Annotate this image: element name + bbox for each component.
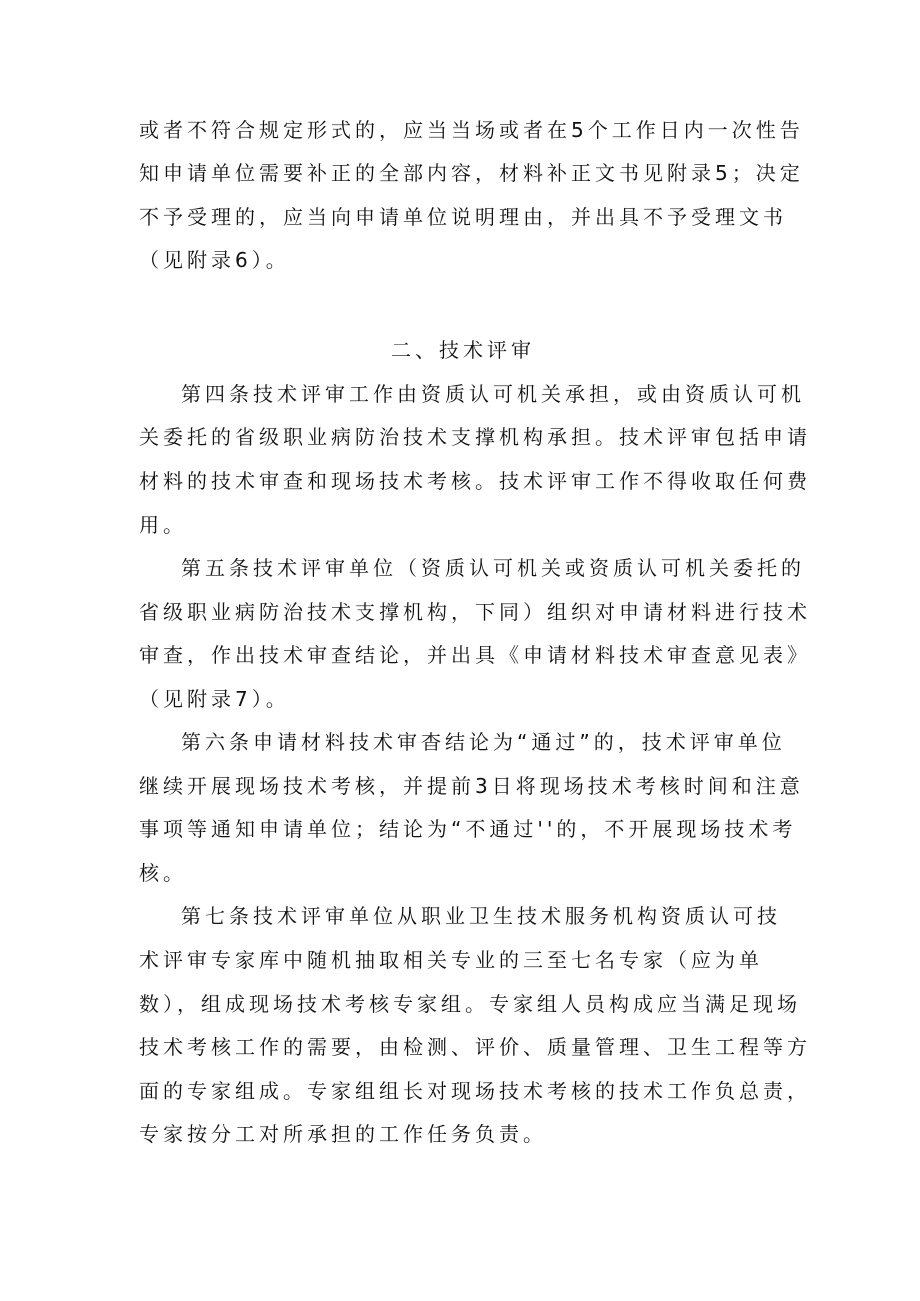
- article-5-line-2: 省级职业病防治技术支撑机构，下同）组织对申请材料进行技术: [139, 600, 811, 624]
- article-7-line-4: 技术考核工作的需要，由检测、评价、质量管理、卫生工程等方: [139, 1035, 811, 1059]
- article-4-line-4: 用。: [139, 513, 187, 537]
- intro-line-3: 不予受理的，应当向申请单位说明理由，并出具不予受理文书: [139, 205, 787, 229]
- article-6-line-1: 第六条申请材料技术审杳结论为“通过”的，技术评审单位: [181, 730, 786, 754]
- article-4-line-2: 关委托的省级职业病防治技术支撑机构承担。技术评审包括申请: [139, 425, 811, 449]
- intro-line-4: （见附录6）。: [139, 248, 290, 272]
- article-6-line-4: 核。: [139, 861, 187, 885]
- article-7-line-1: 第七条技术评审单位从职业卫生技术服务机构资质认可技: [181, 904, 781, 928]
- article-5-line-3: 审查，作出技术审查结论，并出具《申请材料技术审查意见表》: [139, 643, 811, 667]
- article-4-line-3: 材料的技术审查和现场技术考核。技术评审工作不得收取任何费: [139, 469, 811, 493]
- article-7-line-6: 专家按分工对所承担的工作任务负责。: [139, 1122, 547, 1146]
- article-7-line-3: 数），组成现场技术考核专家组。专家组人员构成应当满足现场: [139, 992, 801, 1016]
- article-6-line-3: 事项等通知申请单位；结论为“不通过''的，不开展现场技术考: [139, 817, 797, 841]
- article-5-line-1: 第五条技术评审单位（资质认可机关或资质认可机关委托的: [181, 556, 805, 580]
- intro-line-1: 或者不符合规定形式的，应当当场或者在5个工作日内一次性告: [139, 118, 804, 142]
- article-7-line-5: 面的专家组成。专家组组长对现场技术考核的技术工作负总责，: [139, 1079, 811, 1103]
- article-6-line-2: 继续开展现场技术考核，并提前3日将现场技术考核时间和注意: [139, 774, 804, 798]
- section-heading: 二、技术评审: [391, 338, 535, 362]
- article-4-line-1: 第四条技术评审工作由资质认可机关承担，或由资质认可机: [181, 382, 805, 406]
- article-5-line-4: （见附录7）。: [139, 687, 290, 711]
- intro-line-2: 知申请单位需要补正的全部内容，材料补正文书见附录5；决定: [139, 161, 804, 185]
- article-7-line-2: 术评审专家库中随机抽取相关专业的三至七名专家（应为单: [139, 948, 763, 972]
